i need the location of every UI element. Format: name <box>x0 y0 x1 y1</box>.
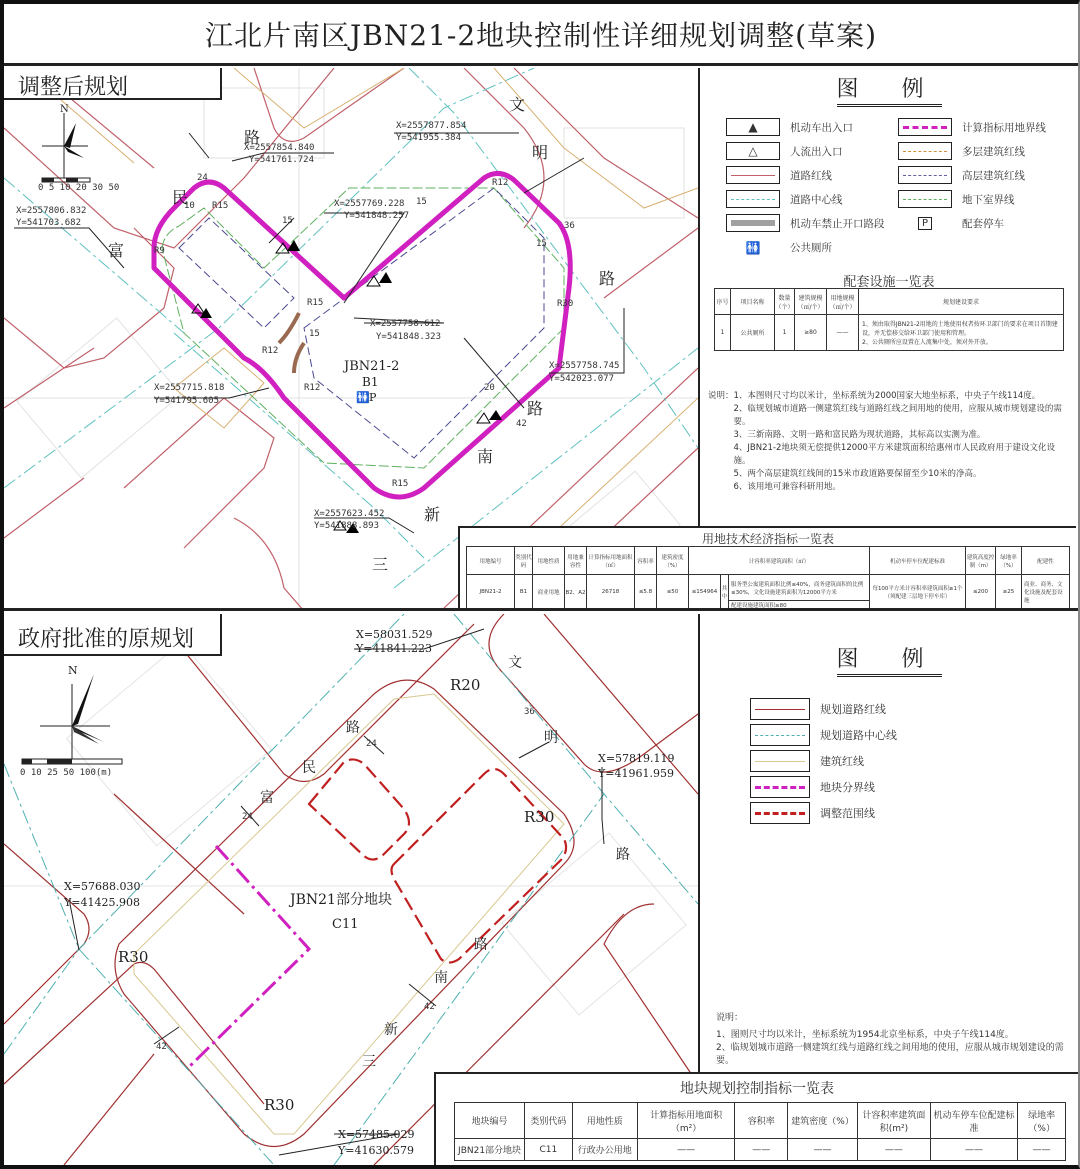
coordinate-y: Y=541955.384 <box>396 133 462 143</box>
legend-title: 图 例 <box>837 647 942 677</box>
no-opening-swatch <box>731 220 775 226</box>
legend-item-vehicle-entrance: ▲ 机动车出入口 <box>726 118 853 136</box>
legend-item-adjustment-range: 调整范围线 <box>750 802 875 824</box>
road-label: 路 <box>244 128 261 147</box>
coordinate-y: Y=541795.605 <box>154 396 220 406</box>
road-red-line-swatch <box>731 175 775 176</box>
coordinate-y: Y=541848.323 <box>376 332 442 342</box>
coordinate-y: Y=541848.257 <box>344 211 410 221</box>
coordinate-x: X=57688.030 <box>64 880 141 893</box>
road-label: 三 <box>372 555 389 574</box>
north-label: N <box>68 664 78 677</box>
multistory-line-swatch <box>903 151 947 152</box>
radius-label: R12 <box>492 178 509 188</box>
parcel-boundary-swatch <box>755 786 805 789</box>
adjusted-plan-label: 调整后规划 <box>4 68 222 100</box>
facilities-table-title: 配套设施一览表 <box>843 275 935 290</box>
road-label: 富 <box>260 790 274 806</box>
legend-item-compute-boundary: 计算指标用地界线 <box>898 118 1046 136</box>
dimension-label: 15 <box>536 239 547 249</box>
notes-heading: 说明： <box>716 1013 744 1023</box>
road-label: 南 <box>434 970 448 986</box>
road-label: 南 <box>477 447 494 466</box>
basement-line-swatch <box>903 199 947 200</box>
legend-item-planned-road-red-line: 规划道路红线 <box>750 698 886 720</box>
dimension-label: 10 <box>184 201 195 211</box>
radius-label: R9 <box>154 246 165 256</box>
dimension-label: 36 <box>564 221 575 231</box>
legend-item-public-toilet: 🚻 公共厕所 <box>726 240 832 255</box>
road-label: 新 <box>424 505 441 524</box>
adjusted-plan-panel <box>4 68 1078 611</box>
table-row: JBN21部分地块 C11 行政办公用地 —— —— —— —— —— —— <box>455 1139 1066 1161</box>
radius-label: R15 <box>392 479 409 489</box>
facilities-table: 序号 项目名称 数量（个） 建筑规模（㎡/个） 用地规模（㎡/个） 规划建设要求 1 公共厕所 1 ≥80 —— 1、须由取得JBN21-2用地的土地使用权者按环卫部门的要求在项目首期建设，并无偿移交给环卫部门使用和管理。 2、公共厕所应设置在人流集中处，须对外开放。 <box>714 288 1064 351</box>
road-label: 路 <box>599 269 616 288</box>
coordinate-y: Y=541703.682 <box>16 218 82 228</box>
dimension-label: 24 <box>197 173 208 183</box>
legend-item-pedestrian-entrance: △ 人流出入口 <box>726 142 843 160</box>
radius-label: R12 <box>304 383 321 393</box>
coordinate-x: X=58031.529 <box>356 628 433 641</box>
planned-road-red-line-swatch <box>755 709 805 710</box>
adjusted-plan-notes: 说明： 1、本图则尺寸均以米计，坐标系统为2000国家大地坐标系，中央子午线114度。 2、临规划城市道路一侧建筑红线与道路红线之间用地的使用，应服从城市规划建设的需要。 3、三新南路、文明一路和富民路为现状道路，其标高以实测为准。 4、JBN21-2地块须无偿提供12000平方米建筑面积给惠州市人民政府用于建设文化设施。 5、两个高层建筑红线间的15米市政道路要保留至少10米的净高。 6、该用地可兼容科研用地。 <box>708 391 1062 492</box>
building-red-line-swatch <box>755 761 805 762</box>
coordinate-y: Y=541888.893 <box>314 521 380 531</box>
scale-bar-label: 0 10 25 50 100(m) <box>20 768 113 778</box>
dimension-label: 24 <box>366 739 377 749</box>
econ-table-title: 用地技术经济指标一览表 <box>701 532 834 546</box>
planned-road-centerline-swatch <box>755 735 805 736</box>
road-label: 文 <box>508 655 522 671</box>
coordinate-y: Y=41841.223 <box>356 642 432 655</box>
road-label: 民 <box>302 760 316 776</box>
highrise-line-swatch <box>903 175 947 176</box>
dimension-label: 24 <box>242 812 253 822</box>
road-label: 路 <box>474 937 488 953</box>
radius-label: R20 <box>450 676 481 694</box>
legend-item-planned-road-centerline: 规划道路中心线 <box>750 724 897 746</box>
drawing-title-bar <box>4 4 1078 66</box>
legend-item-road-red-line: 道路红线 <box>726 166 832 184</box>
compute-boundary-swatch <box>903 126 947 129</box>
dimension-label: 15 <box>282 216 293 226</box>
parking-label: P <box>369 391 377 404</box>
road-centerline-swatch <box>731 199 775 200</box>
dimension-label: 15 <box>416 197 427 207</box>
original-plan-label: 政府批准的原规划 <box>4 614 222 656</box>
road-label: 明 <box>544 730 558 746</box>
north-arrow-icon <box>22 674 122 764</box>
coordinate-x: X=57819.119 <box>598 752 675 765</box>
coordinate-x: X=2557715.818 <box>154 383 225 393</box>
parking-icon: P <box>918 217 932 230</box>
coordinate-x: X=2557806.832 <box>16 206 87 216</box>
table-row: 1 公共厕所 1 ≥80 —— 1、须由取得JBN21-2用地的土地使用权者按环卫部门的要求在项目首期建设，并无偿移交给环卫部门使用和管理。 2、公共厕所应设置在人流集中处，须对外开放。 <box>715 315 1064 351</box>
road-label: 民 <box>172 188 189 207</box>
toilet-icon: 🚻 <box>356 391 370 404</box>
road-label: 三 <box>362 1054 376 1070</box>
dimension-label: 36 <box>524 707 535 717</box>
control-table-box <box>434 1072 1078 1165</box>
econ-table-box <box>458 526 1076 611</box>
scale-bar-label: 0 5 10 20 30 50 <box>38 183 120 193</box>
coordinate-x: X=57485.029 <box>338 1128 415 1141</box>
road-label: 路 <box>527 399 544 418</box>
control-table: 地块编号 类别代码 用地性质 计算指标用地面积（m²） 容积率 建筑密度（%） 计容积率建筑面积(m²) 机动车停车位配建标准 绿地率（%） JBN21部分地块 C11 行政办公用地 —— —— —— —— —— —— <box>454 1102 1066 1161</box>
radius-label: R30 <box>264 1096 295 1114</box>
road-label: 富 <box>108 241 125 260</box>
drawing-title: 江北片南区JBN21-2地块控制性详细规划调整(草案) <box>204 18 878 52</box>
parcel-id-label: JBN21-2 <box>344 359 400 374</box>
road-label: 明 <box>532 143 549 162</box>
pedestrian-entrance-icon <box>192 243 490 530</box>
legend-item-basement-line: 地下室界线 <box>898 190 1015 208</box>
coordinate-x: X=2557769.228 <box>334 199 405 209</box>
legend-item-building-red-line: 建筑红线 <box>750 750 864 772</box>
coordinate-x: X=2557623.452 <box>314 509 385 519</box>
north-arrow-icon <box>42 113 90 182</box>
coordinate-y: Y=41961.959 <box>598 767 674 780</box>
filled-triangle-icon: ▲ <box>748 120 758 134</box>
road-label: 文 <box>509 95 526 114</box>
table-row: JBN21-2 B1 商业用地 B2、A2 26718 ≤5.8 ≤50 ≤154964 其中 服务型公寓建筑面积比例≤40%，商务建筑面积的比例≤30%，文化设施建筑面积为12000平方米 每100平方米计容积率建筑面积≥1个（须配建三层地下停车库） ≤200 ≥25 商业、商务、文化设施及配套设施 <box>467 575 1070 601</box>
dimension-label: 42 <box>424 1002 435 1012</box>
outline-triangle-icon: △ <box>748 144 758 158</box>
original-plan-notes: 说明： 1、图则尺寸均以米计，坐标系统为1954北京坐标系，中央子午线114度。 2、临规划城市道路一侧建筑红线与道路红线之间用地的使用，应服从城市规划建设的需要。 <box>716 1012 1066 1068</box>
coordinate-x: X=2557854.840 <box>244 143 315 153</box>
radius-label: R30 <box>118 948 149 966</box>
parcel-id-label: JBN21部分地块 <box>290 892 392 908</box>
control-table-title: 地块规划控制指标一览表 <box>680 1081 834 1097</box>
legend-item-parcel-boundary: 地块分界线 <box>750 776 875 798</box>
coordinate-x: X=2557758.612 <box>370 319 441 329</box>
coordinate-y: Y=41425.908 <box>64 896 140 909</box>
radius-label: R12 <box>262 346 279 356</box>
north-label: N <box>60 104 69 115</box>
parcel-class-label: B1 <box>362 375 379 389</box>
radius-label: R30 <box>524 808 555 826</box>
toilet-icon: 🚻 <box>745 240 761 255</box>
road-label: 新 <box>384 1022 398 1038</box>
coordinate-x: X=2557758.745 <box>549 361 620 371</box>
radius-label: R15 <box>212 201 229 211</box>
legend-item-road-centerline: 道路中心线 <box>726 190 843 208</box>
coordinate-y: Y=541761.724 <box>249 155 315 165</box>
parcel-class-label: C11 <box>332 917 359 932</box>
vehicle-entrance-icon <box>200 240 502 533</box>
legend-item-multistory-line: 多层建筑红线 <box>898 142 1025 160</box>
radius-label: R30 <box>557 299 574 309</box>
coordinate-x: X=2557877.854 <box>396 121 467 131</box>
coordinate-y: Y=41630.579 <box>338 1144 414 1157</box>
dimension-label: 42 <box>516 419 527 429</box>
coordinate-y: Y=542023.077 <box>549 374 615 384</box>
adjustment-range-swatch <box>755 812 805 815</box>
dimension-label: 15 <box>309 329 320 339</box>
road-label: 路 <box>616 847 630 863</box>
original-plan-panel <box>4 614 1078 1165</box>
legend-item-highrise-line: 高层建筑红线 <box>898 166 1025 184</box>
dimension-label: 20 <box>484 383 495 393</box>
legend-item-no-opening: 机动车禁止开口路段 <box>726 214 885 232</box>
radius-label: R15 <box>307 298 324 308</box>
legend-item-parking: P 配套停车 <box>898 216 1004 231</box>
legend-title: 图 例 <box>837 77 942 107</box>
notes-heading: 说明： <box>708 391 734 401</box>
road-label: 路 <box>346 720 360 736</box>
dimension-label: 42 <box>156 1042 167 1052</box>
econ-table: 用地编号 类别代码 用地性质 用地兼容性 计算指标用地面积（㎡） 容积率 建筑密度（%） 计容积率建筑面积（㎡） 机动车停车位配建标准 建筑高度控制（m） 绿地率（%） 配建性 JBN21-2 B1 商业用地 B2、A2 26718 ≤5.8 ≤50 ≤154964 其中 服务型公寓建筑面积比例≤40%，商务建筑面积的比例≤30%，文化设施建筑面积为12000平方米 每100平方米计容积率建筑面积≥1个（须配建三层地下停车库） ≤200 ≥25 商业、商务、文化设施及配套设施 配建设施建筑面积≥80 <box>466 546 1070 610</box>
